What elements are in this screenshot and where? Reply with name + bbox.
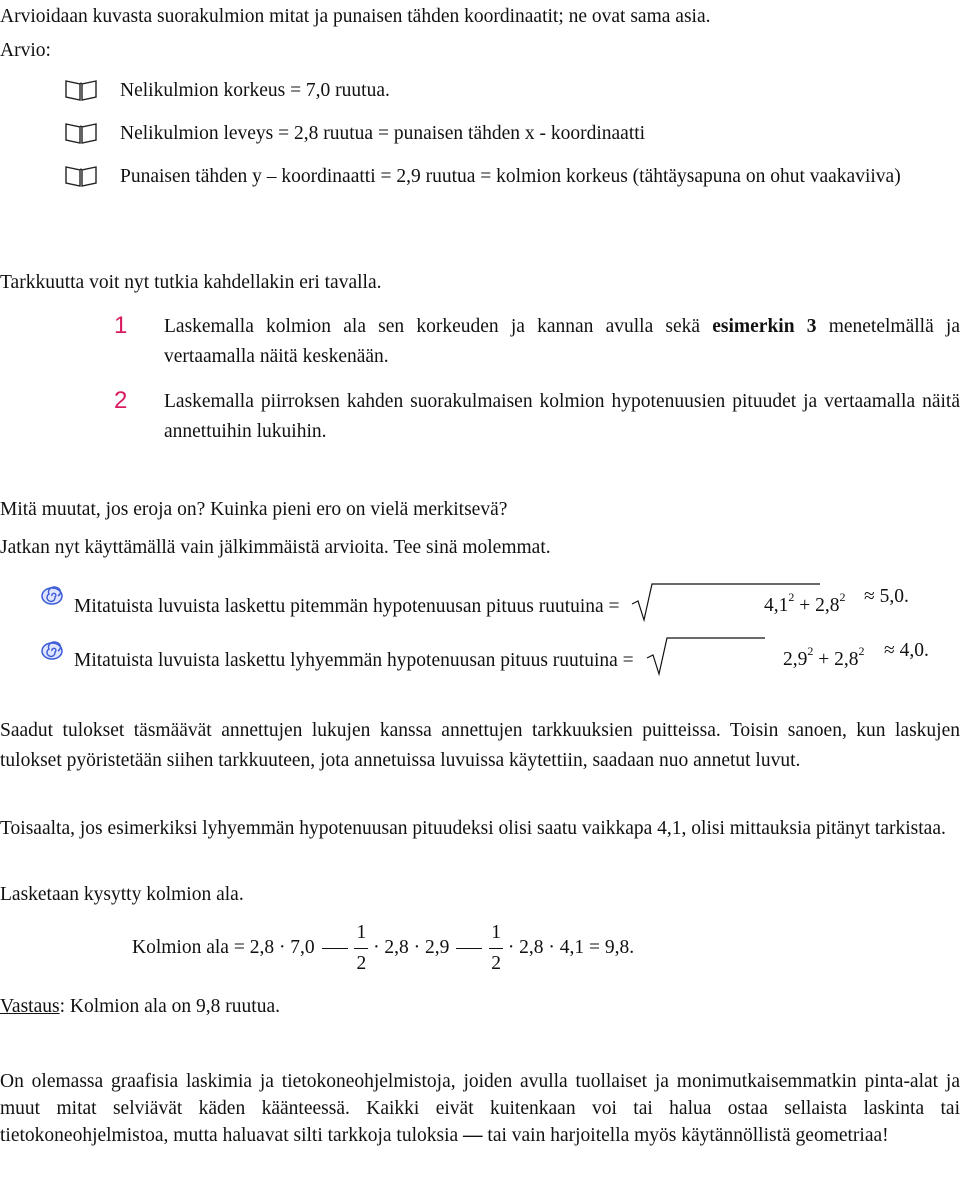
paragraph-check: Toisaalta, jos esimerkiksi lyhyemmän hypotenuusan pituudeksi olisi saatu vaikkapa 4,1, olisi mittauksia pitänyt tarkistaa. — [0, 818, 946, 839]
sqrt-content: $4,1^2 + 2,8^2$ — [764, 590, 846, 616]
spiral-icon — [40, 641, 64, 661]
bullet-item — [72, 74, 960, 108]
paragraph-tools: On olemassa graafisia laskimia ja tietokoneohjelmistoja, joiden avulla tuollaiset ja monimutkaisemmatkin pinta-alat ja muut mitat selviävät käden käänteessä. Kaikki eivät kuitenkaan voi tai halua ostaa sellaista laskinta tai tietokoneohjelmistoa, mutta haluavat silti tarkkoja tuloksia — tai vain harjoitella myös käytännöllistä geometriaa! — [0, 1071, 960, 1146]
paragraph-results: Saadut tulokset täsmäävät annettujen lukujen kanssa annettujen tarkkuuksien puitteissa. Toisin sanoen, kun laskujen tulokset pyöristetään siihen tarkkuuteen, jota annetuissa luvuissa käytettiin, saadaan nuo annetut luvut. — [0, 720, 960, 771]
answer-line: Vastaus: Kolmion ala on 9,8 ruutua. — [0, 996, 281, 1017]
book-icon — [64, 164, 98, 188]
minus-sign — [456, 948, 482, 949]
sqrt-content: $2,9^2 + 2,8^2$ — [783, 644, 865, 670]
minus-sign — [322, 948, 348, 949]
bullet-text: Nelikulmion korkeus = 7,0 ruutua. — [120, 80, 390, 101]
sqrt-expression — [645, 636, 765, 680]
book-icon — [64, 78, 98, 102]
check-intro: Tarkkuutta voit nyt tutkia kahdellakin eri tavalla. — [0, 272, 382, 293]
calc-row-shorter — [74, 636, 960, 680]
book-icon — [64, 121, 98, 145]
continue-text: Jatkan nyt käyttämällä vain jälkimmäistä arvioita. Tee sinä molemmat. — [0, 537, 551, 558]
intro-text: Arvioidaan kuvasta suorakulmion mitat ja punaisen tähden koordinaatit; ne ovat sama asia. — [0, 6, 711, 27]
fraction: $\frac{1}{2}$ — [354, 918, 368, 979]
paragraph-compute: Lasketaan kysytty kolmion ala. — [0, 884, 244, 905]
numbered-item-text: Laskemalla piirroksen kahden suorakulmaisen kolmion hypotenuusien pituudet ja vertaamalla näitä annettuihin lukuihin. — [164, 391, 960, 442]
arvio-label: Arvio: — [0, 40, 51, 61]
bullet-item — [72, 160, 960, 194]
question-text: Mitä muutat, jos eroja on? Kuinka pieni ero on vielä merkitsevä? — [0, 499, 508, 520]
spiral-icon — [40, 586, 64, 606]
numbered-item-text: Laskemalla kolmion ala sen korkeuden ja kannan avulla sekä esimerkin 3 menetelmällä ja vertaamalla näitä keskenään. — [164, 316, 960, 367]
bullet-text: Punaisen tähden y – koordinaatti = 2,9 ruutua = kolmion korkeus (tähtäysapuna on ohut vaakaviiva) — [120, 166, 901, 187]
calc-row-longer — [74, 582, 960, 626]
approx-result: ≈ 4,0. — [884, 640, 929, 661]
number-marker: 1 — [114, 312, 128, 339]
calc-text: Mitatuista luvuista laskettu pitemmän hypotenuusan pituus ruutuina = — [74, 596, 620, 617]
number-marker: 2 — [114, 387, 128, 414]
answer-label: Vastaus — [0, 996, 60, 1017]
calc-text: Mitatuista luvuista laskettu lyhyemmän hypotenuusan pituus ruutuina = — [74, 650, 634, 671]
bullet-text: Nelikulmion leveys = 2,8 ruutua = punaisen tähden x - koordinaatti — [120, 123, 646, 144]
bullet-item — [72, 117, 960, 151]
fraction: $\frac{1}{2}$ — [489, 918, 503, 979]
approx-result: ≈ 5,0. — [864, 586, 909, 607]
area-formula: Kolmion ala = 2,8 · 7,0 $\frac{1}{2}$ · 2,8 · 2,9 $\frac{1}{2}$ · 2,8 · 4,1 = 9,8. — [132, 918, 960, 979]
